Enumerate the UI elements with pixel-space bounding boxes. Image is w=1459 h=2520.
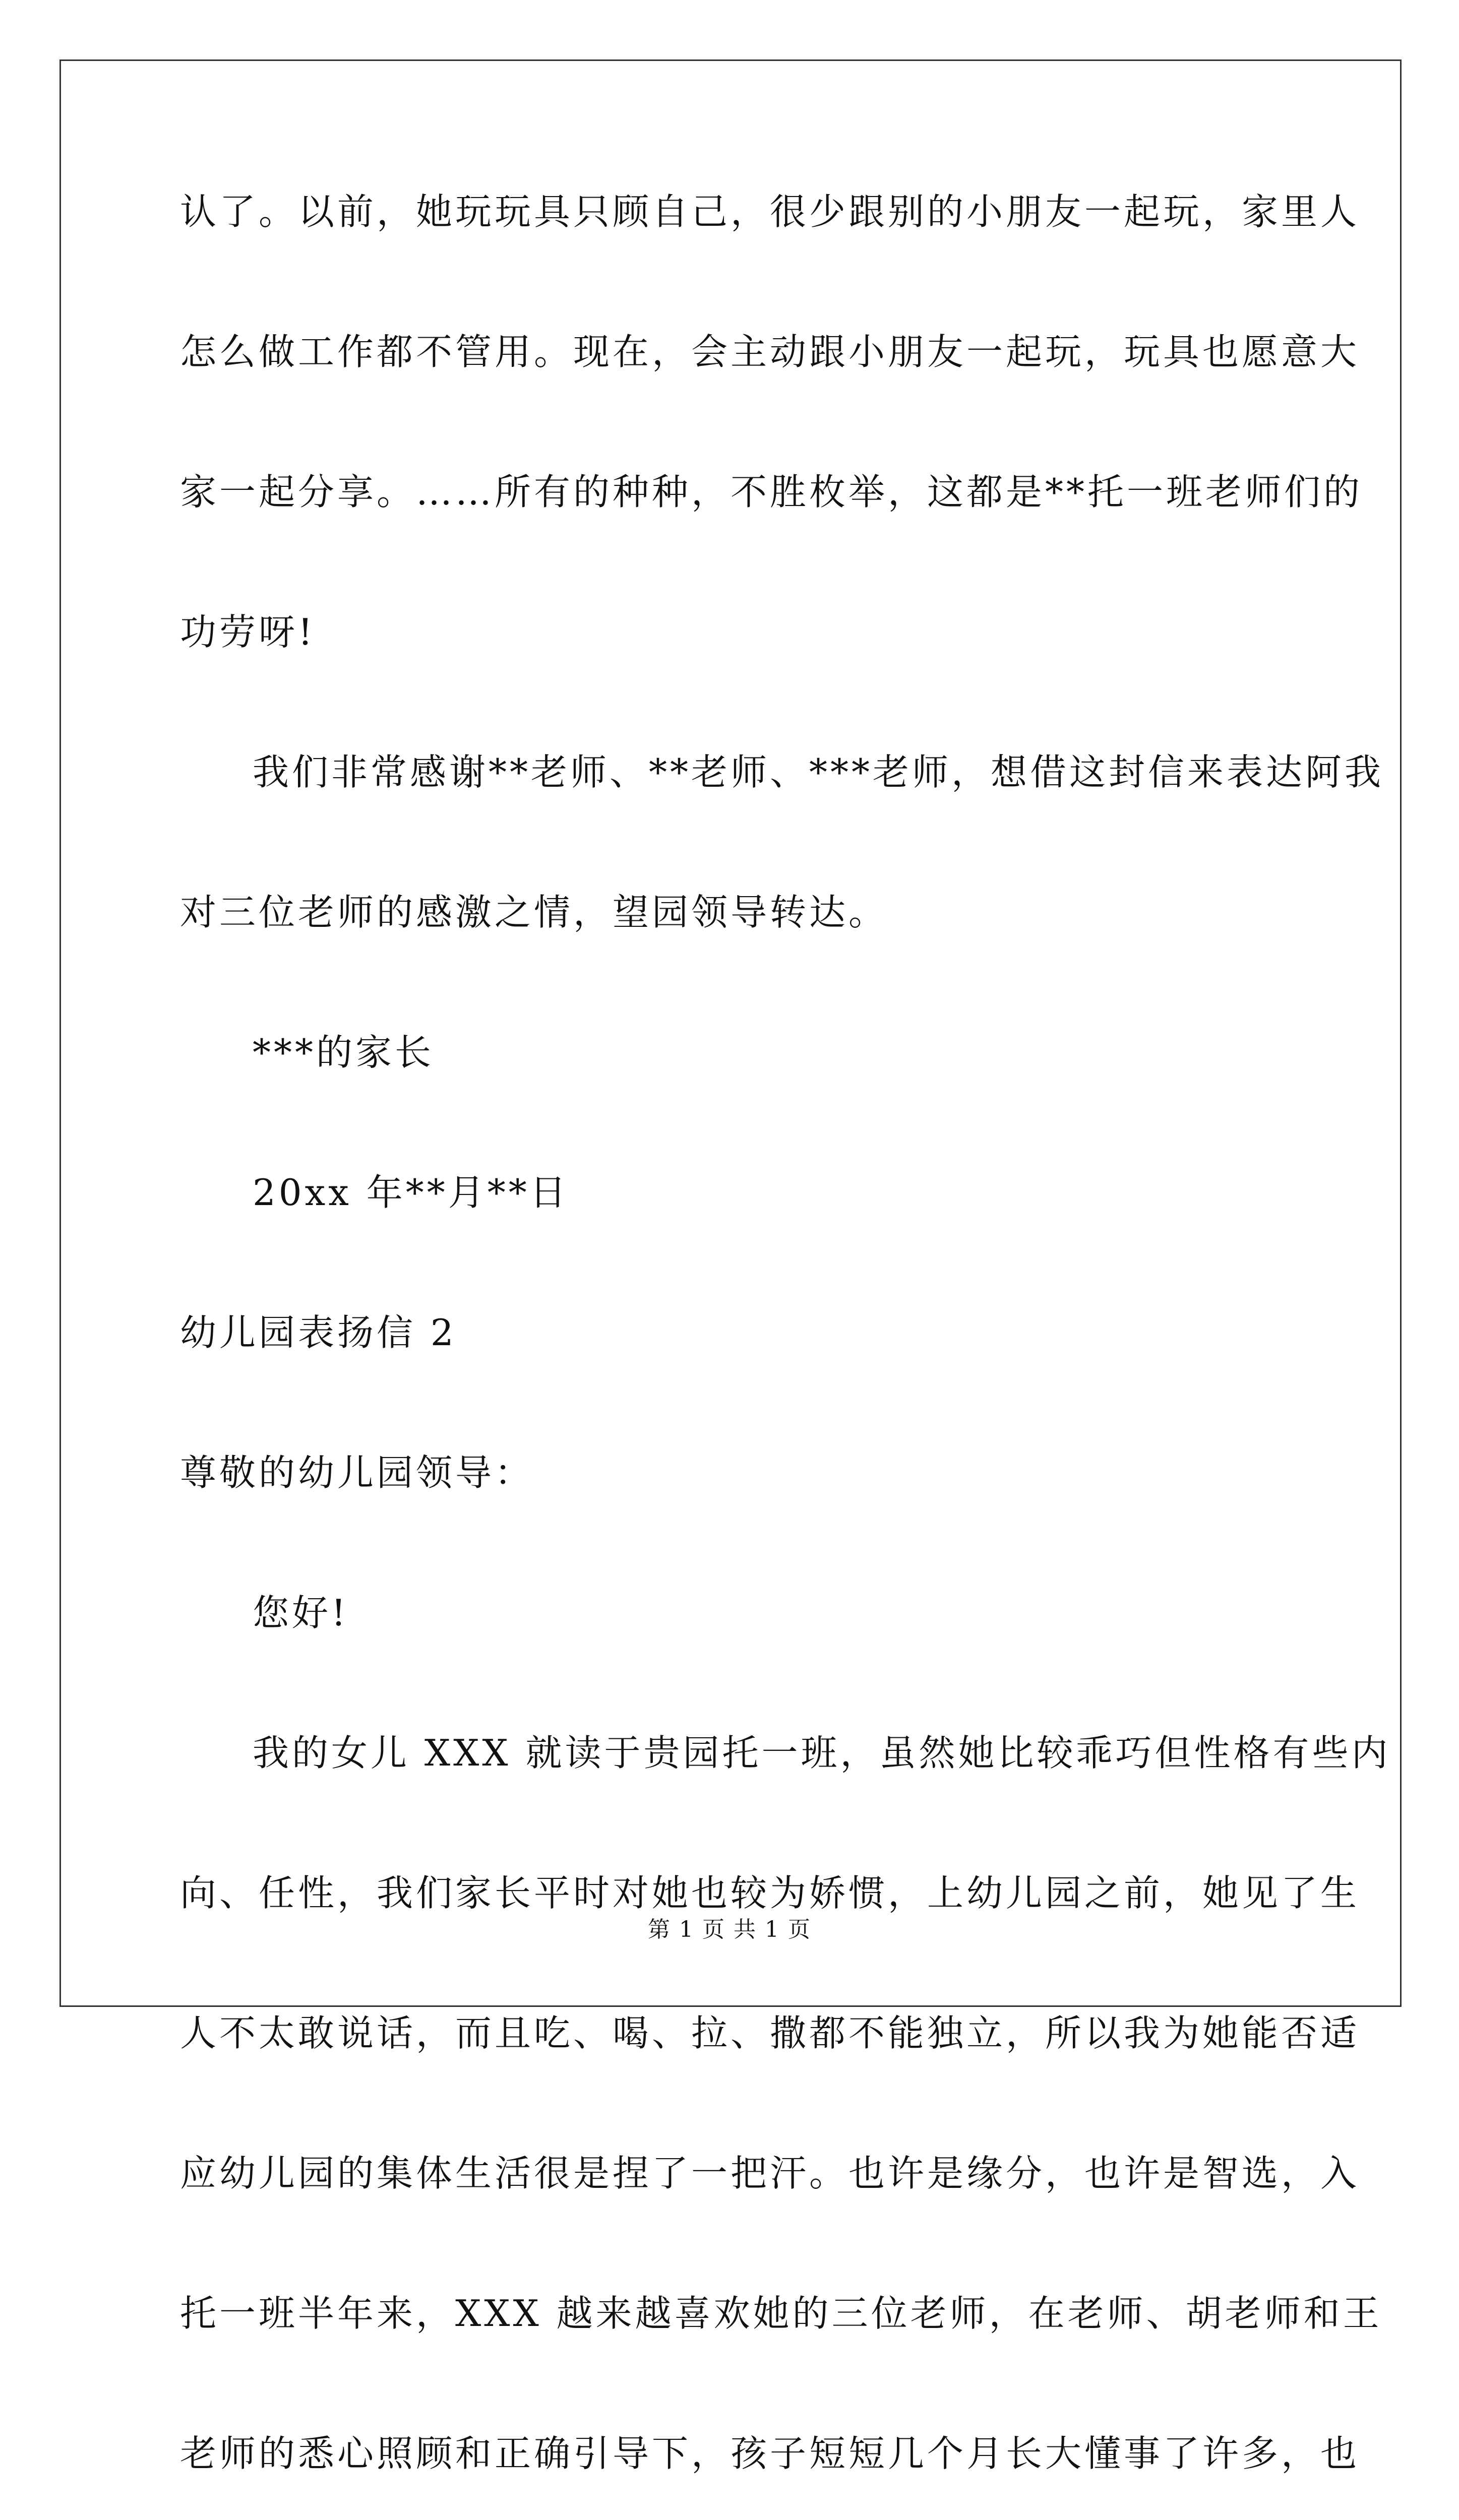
salutation: 尊敬的幼儿园领导：: [180, 1452, 534, 1494]
section-title: 幼儿园表扬信 2: [180, 1311, 457, 1354]
text-line: 人不太敢说话，而且吃、喝、拉、撒都不能独立，所以我为她能否适: [180, 2012, 1360, 2054]
text-line: 我的女儿 XXX 就读于贵园托一班，虽然她比较乖巧但性格有些内: [253, 1732, 1391, 1774]
greeting: 您好!: [253, 1592, 349, 1634]
signature-line: ***的家长: [253, 1031, 435, 1074]
text-line: 对三位老师的感激之情，望园领导转达。: [180, 891, 888, 933]
text-line: 家一起分享。……所有的种种，不胜枚举，这都是**托一班老师们的: [180, 471, 1363, 513]
page-footer: 第 1 页 共 1 页: [648, 1917, 811, 1942]
text-line: 功劳呀!: [180, 611, 316, 653]
text-line: 应幼儿园的集体生活很是捏了一把汗。也许是缘分，也许是智选，入: [180, 2152, 1360, 2194]
date-line: 20xx 年**月**日: [253, 1171, 569, 1214]
document-body: [180, 191, 1391, 2520]
text-line: 托一班半年来，XXX 越来越喜欢她的三位老师，在老师、胡老师和王: [180, 2292, 1382, 2335]
text-line: 认了。以前，她玩玩具只顾自己，很少跟别的小朋友一起玩，家里人: [180, 191, 1360, 233]
text-line: 老师的悉心照顾和正确引导下，孩子短短几个月长大懂事了许多，也: [180, 2432, 1360, 2475]
text-line: 我们非常感谢**老师、**老师、***老师，想借这封信来表达阿我: [253, 751, 1384, 793]
text-line: 怎么做工作都不管用。现在，会主动跟小朋友一起玩，玩具也愿意大: [180, 331, 1360, 373]
text-line: 向、任性，我们家长平时对她也较为娇惯，上幼儿园之前，她见了生: [180, 1872, 1360, 1914]
